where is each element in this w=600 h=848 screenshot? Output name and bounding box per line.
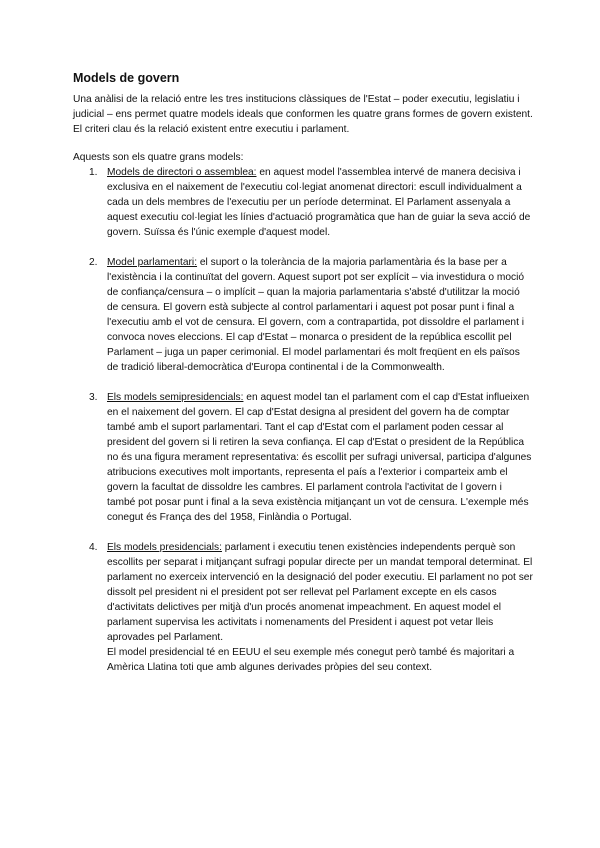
list-number: 1. [89, 167, 98, 178]
list-number: 3. [89, 392, 98, 403]
models-list [73, 165, 533, 675]
model-description: en aquest model l'assemblea intervé de manera decisiva i exclusiva en el naixement de l'executiu col·legiat anomenat directori: escull individualment a cada un dels membres de l'executiu per un període determinat. El Parlament assenyala a aquest executiu col·legiat les línies d'actuació programàtica que han de guiar la seva acció de govern. Suïssa és l'únic exemple d'aquest model. [107, 167, 531, 238]
model-item-directori [73, 165, 533, 240]
model-item-presidencial [73, 540, 533, 675]
model-term: Model parlamentari: [107, 257, 198, 268]
model-description: parlament i executiu tenen existències independents perquè son escollits per separat i mitjançant sufragi popular directe per un mandat temporal determinat. El parlament no exerceix intervenció en la designació del poder executiu. El parlament no pot ser dissolt pel president ni el president pot ser rellevat pel Parlament excepte en els casos d'activitats delictives per mitjà d'un procés anomenat impeachment. En aquest model el parlament supervisa les activitats i nomenaments del President i aquest pot vetar lleis aprovades pel Parlament. [107, 542, 533, 643]
document-title: Models de govern [73, 71, 180, 85]
list-number: 4. [89, 542, 98, 553]
model-item-semipresidencial [73, 390, 533, 525]
list-lead: Aquests son els quatre grans models: [73, 152, 244, 163]
document-page [73, 70, 533, 675]
model-term: Els models presidencials: [107, 542, 222, 553]
list-number: 2. [89, 257, 98, 268]
intro-paragraph: Una anàlisi de la relació entre les tres institucions clàssiques de l'Estat – poder executiu, legislatiu i judicial – ens permet quatre models ideals que conformen les quatre grans formes de govern existent. El criteri clau és la relació existent entre executiu i parlament. [73, 94, 533, 135]
model-extra-note: El model presidencial té en EEUU el seu exemple més conegut però també és majoritari a Amèrica Llatina toti que amb algunes derivades pròpies del seu context. [107, 647, 515, 673]
model-description: en aquest model tan el parlament com el cap d'Estat influeixen en el naixement del govern. El cap d'Estat designa al president del govern ha de comptar també amb el suport parlamentari. Tant el cap d'Estat com el parlament poden cessar al president del govern si li retiren la seva confiança. El cap d'Estat o president de la República no és una figura merament representativa: és escollit per sufragi universal, participa d'algunes atribucions executives molt importants, representa el país a l'exterior i comparteix amb el govern la facultat de dissoldre les cambres. El parlament controla l'activitat de l govern i també pot posar punt i final a la seva existència mitjançant un vot de censura. L'exemple més conegut és França des del 1958, Finlàndia o Portugal. [107, 392, 532, 523]
model-item-parlamentari [73, 255, 533, 375]
model-term: Models de directori o assemblea: [107, 167, 257, 178]
model-term: Els models semipresidencials: [107, 392, 244, 403]
model-description: el suport o la tolerància de la majoria parlamentària és la base per a l'existència i la continuïtat del govern. Aquest suport pot ser explícit – via investidura o moció de confiança/censura – o implícit – quan la majoria parlamentaria s'absté d'utilitzar la moció de censura. El govern està subjecte al control parlamentari i aquest pot posar punt i final a l'executiu amb el vot de censura. El govern, com a contrapartida, pot dissoldre el parlament i convoca noves eleccions. El cap d'Estat – monarca o president de la república escollit pel Parlament – juga un paper cerimonial. El model parlamentari és molt freqüent en els països de tradició liberal-democràtica d'Europa continental i de la Commonwealth. [107, 257, 525, 373]
